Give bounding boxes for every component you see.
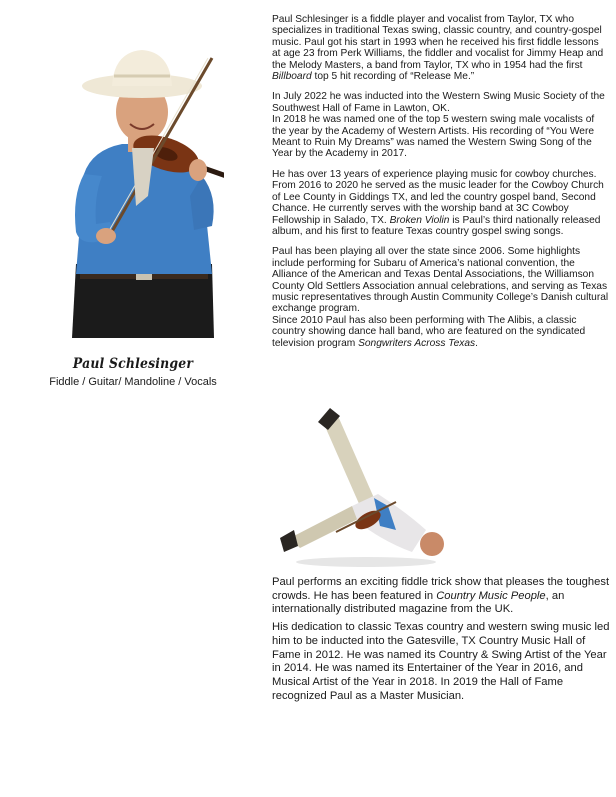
bio-paragraph-awards: In 2018 he was named one of the top 5 western swing male vocalists of the year by the Academy of Western Artists. His recording of “You Were Meant to Ruin My Dreams” was named the Western Swing Song of the Year by the Academy in 2017. bbox=[272, 114, 595, 160]
artist-name-signature: Paul Schlesinger bbox=[72, 356, 194, 372]
fiddler-portrait-photo bbox=[62, 46, 224, 338]
trick-paragraph-gatesville: His dedication to classic Texas country and western swing music led him to be inducted into the Gatesville, TX Country Music Hall of Fame in 2012. He was named its Country & Swing Artist of the Year in 2014. He was named its Entertainer of the Year in 2016, and Musical Artist of the Year in 2018. In 2019 the Hall of Fame recognized Paul as a Master Musician. bbox=[272, 621, 610, 702]
trick-show-text-block bbox=[272, 576, 610, 707]
bio-text-block bbox=[272, 14, 610, 358]
instruments-caption: Fiddle / Guitar/ Mandoline / Vocals bbox=[49, 376, 217, 388]
bio-paragraph-performances: Paul has been playing all over the state since 2006. Some highlights include performing for Subaru of America’s national convention, the Alliance of the American and Texas Dental Associations, the Williamson County Old Settlers Association annual celebrations, and serving as Texas music representatives through Austin Community College’s Danish cultural exchange program. bbox=[272, 246, 609, 315]
bio-paragraph-alibis: Since 2010 Paul has also been performing with The Alibis, a classic country showing dance hall band, who are featured on the syndicated television program Songwriters Across Texas. bbox=[272, 314, 586, 349]
fiddle-trick-photo bbox=[276, 402, 450, 572]
trick-paragraph-show: Paul performs an exciting fiddle trick show that pleases the toughest crowds. He has been featured in Country Music People, an internationally distributed magazine from the UK. bbox=[272, 576, 610, 616]
bio-paragraph-intro: Paul Schlesinger is a fiddle player and vocalist from Taylor, TX who specializes in traditional Texas swing, classic country, and country-gospel music. Paul got his start in 1993 when he received his first fiddle lessons at age 23 from Perk Williams, the fiddler and vocalist for Jimmy Heap and the Melody Masters, a band from Taylor, TX who in 1954 had the first Billboard top 5 hit recording of “Release Me.” bbox=[272, 14, 604, 83]
bio-paragraph-hall-of-fame: In July 2022 he was inducted into the Western Swing Music Society of the Southwest Hall of Fame in Lawton, OK. bbox=[272, 91, 605, 114]
bio-paragraph-churches: He has over 13 years of experience playing music for cowboy churches. From 2016 to 2020 he served as the music leader for the Cowboy Church of Lee County in Giddings TX, and led the country gospel band, Second Chance. He currently serves with the worship band at 3C Cowboy Fellowship in Salado, TX. Broken Violin is Paul’s third nationally released album, and his first to feature Texas country gospel swing songs. bbox=[272, 168, 604, 237]
